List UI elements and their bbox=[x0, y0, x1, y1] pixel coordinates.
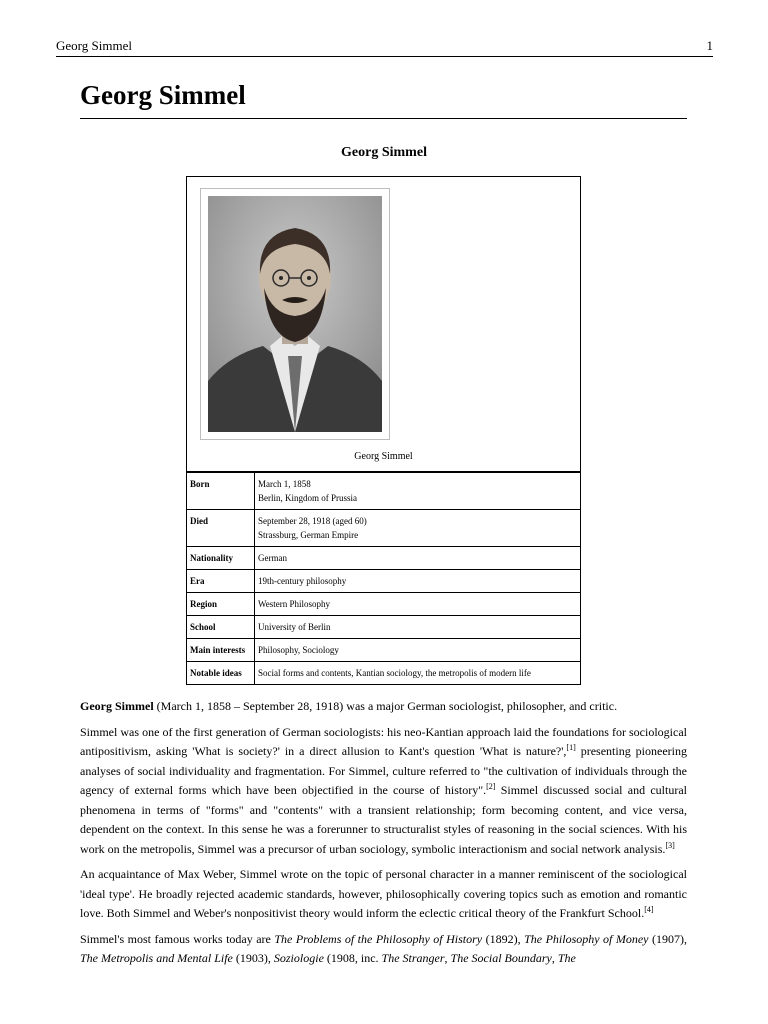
born-date: March 1, 1858 bbox=[258, 479, 311, 489]
text-run: (1907), bbox=[648, 931, 687, 946]
infobox-value bbox=[255, 639, 580, 661]
died-date: September 28, 1918 (aged 60) bbox=[258, 516, 367, 526]
work-title[interactable]: The Social Boundary bbox=[450, 951, 552, 965]
school-value[interactable]: University of Berlin bbox=[258, 622, 331, 632]
infobox-label: Born bbox=[187, 473, 255, 509]
text-run: An acquaintance of Max Weber, Simmel wrote on the topic of personal character in a manner reminiscent of the sociological 'ideal type'. He broadly rejected academic standards, however, philosophically covering topics such as emotion and romantic love. Both Simmel and Weber's nonpositivist theory would inform the eclectic critical theory of the Frankfurt School. bbox=[80, 867, 687, 920]
text-run: Simmel's most famous works today are bbox=[80, 931, 275, 946]
portrait-image bbox=[208, 196, 382, 432]
reference-link[interactable]: [3] bbox=[665, 840, 675, 850]
region-value[interactable]: Western Philosophy bbox=[258, 599, 331, 609]
infobox-label: Died bbox=[187, 510, 255, 546]
article-body bbox=[80, 697, 687, 975]
infobox-label: Notable ideas bbox=[187, 662, 255, 684]
infobox-label: Nationality bbox=[187, 547, 255, 569]
infobox-label: Region bbox=[187, 593, 255, 615]
reference-link[interactable]: [1] bbox=[566, 743, 576, 752]
infobox-value bbox=[255, 510, 580, 546]
text-run: , bbox=[444, 951, 451, 965]
text-run: Simmel was one of the first generation of German sociologists: his neo-Kantian approach laid the foundations for sociological antipositivism, asking 'What is society?' in a direct allusion to Kant's question 'What is nature?', bbox=[80, 724, 687, 758]
infobox-label: Era bbox=[187, 570, 255, 592]
notable-ideas-value[interactable]: Social forms and contents, Kantian sociology, the metropolis of modern life bbox=[258, 668, 531, 678]
infobox-value bbox=[255, 593, 580, 615]
born-place[interactable]: Berlin, Kingdom of Prussia bbox=[258, 493, 357, 503]
text-run: (1908, inc. bbox=[323, 951, 382, 965]
intro-text: (March 1, 1858 – September 28, 1918) was a major German sociologist, philosopher, and critic. bbox=[153, 699, 618, 713]
infobox-value bbox=[255, 570, 580, 592]
infobox-caption: Georg Simmel bbox=[341, 145, 427, 160]
paragraph-intro bbox=[80, 697, 687, 717]
infobox-value bbox=[255, 662, 580, 684]
page-number: 1 bbox=[706, 38, 713, 53]
running-header bbox=[56, 38, 713, 57]
running-title: Georg Simmel bbox=[56, 38, 132, 53]
infobox-row-school bbox=[187, 615, 580, 638]
infobox-row-notable-ideas bbox=[187, 661, 580, 684]
paragraph-2 bbox=[80, 723, 687, 860]
page-title: Georg Simmel bbox=[80, 78, 687, 119]
infobox bbox=[186, 176, 581, 685]
reference-link[interactable]: [2] bbox=[486, 782, 496, 791]
work-title[interactable]: The Metropolis and Mental Life bbox=[80, 951, 233, 965]
main-interests-value[interactable]: Philosophy, Sociology bbox=[258, 645, 339, 655]
infobox-value bbox=[255, 616, 580, 638]
portrait-section bbox=[187, 177, 580, 472]
infobox-row-born bbox=[187, 472, 580, 509]
infobox-label: School bbox=[187, 616, 255, 638]
reference-link[interactable]: [4] bbox=[644, 905, 654, 914]
era-value[interactable]: 19th-century philosophy bbox=[258, 576, 347, 586]
text-run: (1903), bbox=[232, 951, 274, 965]
infobox-row-region bbox=[187, 592, 580, 615]
infobox-row-era bbox=[187, 569, 580, 592]
infobox-label: Main interests bbox=[187, 639, 255, 661]
paragraph-3 bbox=[80, 865, 687, 924]
nationality-value[interactable]: German bbox=[258, 553, 287, 563]
text-run: (1892), bbox=[482, 931, 525, 946]
work-title[interactable]: The Stranger bbox=[381, 951, 445, 965]
subject-name: Georg Simmel bbox=[80, 699, 154, 713]
infobox-row-nationality bbox=[187, 546, 580, 569]
infobox-value bbox=[255, 547, 580, 569]
work-title[interactable]: The bbox=[557, 951, 576, 965]
paragraph-4 bbox=[80, 930, 687, 969]
died-place[interactable]: Strassburg, German Empire bbox=[258, 530, 359, 540]
photo-caption: Georg Simmel bbox=[354, 451, 413, 462]
text-run: , bbox=[551, 951, 558, 965]
portrait-photo[interactable] bbox=[200, 188, 390, 440]
work-title[interactable]: The Philosophy of Money bbox=[524, 931, 649, 946]
text-run: presenting pioneering analyses of social individuality and fragmentation. For Simmel, culture referred to "the cultivation of individuals through the agency of external forms which have been objectified in the course of history". bbox=[80, 744, 687, 797]
infobox-row-died bbox=[187, 509, 580, 546]
work-title[interactable]: Soziologie bbox=[273, 951, 324, 965]
infobox-row-main-interests bbox=[187, 638, 580, 661]
infobox-value bbox=[255, 473, 580, 509]
text-run: Simmel discussed social and cultural phenomena in terms of "forms" and "contents" with a transient relationship; form becoming content, and vice versa, dependent on the context. In this sense he was a forerunner to structuralist styles of reasoning in the social sciences. With his work on the metropolis, Simmel was a precursor of urban sociology, symbolic interactionism and social network analysis. bbox=[80, 783, 687, 856]
work-title[interactable]: The Problems of the Philosophy of History bbox=[274, 931, 483, 946]
